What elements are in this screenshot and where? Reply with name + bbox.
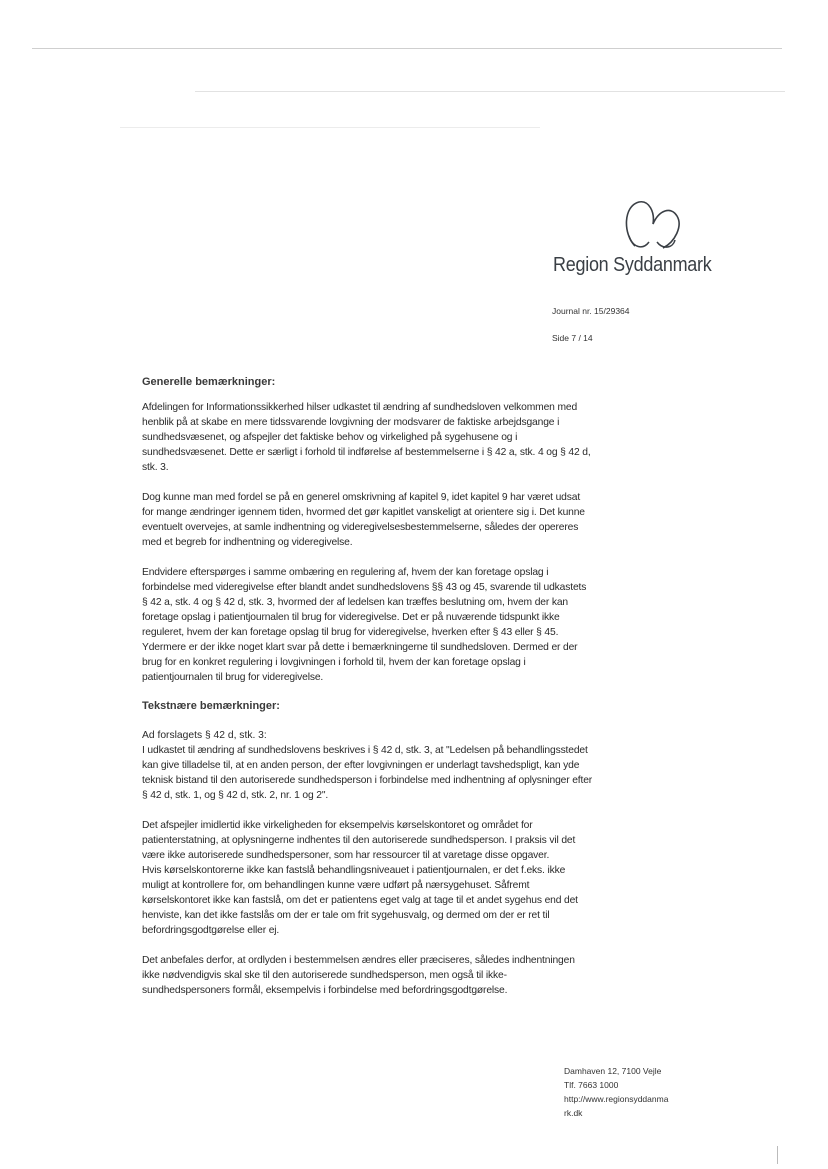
footer-address: Damhaven 12, 7100 Vejle <box>564 1066 662 1076</box>
text-line: henviste, kan det ikke fastslås om der er tale om frit sygehusvalg, og dermed om der er ret til <box>142 910 550 921</box>
scan-artifact-line <box>120 127 540 128</box>
scan-artifact-line <box>195 91 785 92</box>
text-line: for mange ændringer igennem tiden, hvormed det gør kapitlet vanskeligt at orientere sig i. Det kunne <box>142 507 585 518</box>
region-syddanmark-logo <box>553 198 713 280</box>
footer-url-continued[interactable]: rk.dk <box>564 1108 583 1118</box>
text-line: eventuelt overvejes, at samle indhentning og videregivelsesbestemmelserne, således der opereres <box>142 522 579 533</box>
text-line: sundhedsvæsenet. Dette er særligt i forhold til indførelse af bestemmelserne i § 42 a, stk. 4 og § 42 d, <box>142 447 591 458</box>
paragraph <box>142 818 672 938</box>
text-line: ikke nødvendigvis skal ske til den autoriserede sundhedsperson, men også til ikke- <box>142 970 507 981</box>
text-line: brug for en konkret regulering i lovgivningen i forhold til, hvem der kan foretage opslag i <box>142 657 526 668</box>
scan-artifact-line <box>32 48 782 49</box>
text-line: I udkastet til ændring af sundhedslovens beskrives i § 42 d, stk. 3, at "Ledelsen på behandlingsstedet <box>142 745 588 756</box>
paragraph <box>142 490 672 550</box>
text-line: § 42 d, stk. 1, og § 42 d, stk. 2, nr. 1 og 2". <box>142 790 329 801</box>
text-line: henblik på at skabe en mere tidssvarende lovgivning der modsvarer de faktiske arbejdsgange i <box>142 417 560 428</box>
text-line: kørselskontoret ikke kan fastslå, om det er patientens eget valg at tage til et andet sygehus end det <box>142 895 578 906</box>
text-line: Det anbefales derfor, at ordlyden i bestemmelsen ændres eller præciseres, således indhentningen <box>142 955 575 966</box>
text-line: Hvis kørselskontorerne ikke kan fastslå behandlingsniveauet i patientjournalen, er det f.eks. ikke <box>142 865 566 876</box>
text-line: sundhedspersoners formål, eksempelvis i forbindelse med befordringsgodtgørelse. <box>142 985 508 996</box>
section-heading: Tekstnære bemærkninger: <box>142 700 280 712</box>
journal-number: Journal nr. 15/29364 <box>552 306 630 316</box>
text-line: kan give tilladelse til, at en anden person, der efter lovgivningen er underlagt tavshedspligt, kan yde <box>142 760 580 771</box>
text-line: være ikke autoriserede sundhedspersoner, som har ressourcer til at varetage disse opgaver. <box>142 850 550 861</box>
text-line: Afdelingen for Informationssikkerhed hilser udkastet til ændring af sundhedsloven velkommen med <box>142 402 578 413</box>
footer-phone: Tlf. 7663 1000 <box>564 1080 619 1090</box>
subheading: Ad forslagets § 42 d, stk. 3: <box>142 730 267 741</box>
text-line: Dog kunne man med fordel se på en generel omskrivning af kapitel 9, idet kapitel 9 har været udsat <box>142 492 581 503</box>
page-number: Side 7 / 14 <box>552 333 593 343</box>
paragraph <box>142 953 672 998</box>
text-line: foretage opslag i patientjournalen til brug for videregivelse. Det er på nuværende tidspunkt ikke <box>142 612 560 623</box>
text-line: Det afspejler imidlertid ikke virkeligheden for eksempelvis kørselskontoret og området for <box>142 820 533 831</box>
text-line: § 42 a, stk. 4 og § 42 d, stk. 3, hvormed der af ledelsen kan træffes beslutning om, hvem der kan <box>142 597 568 608</box>
text-line: Ydermere er der ikke noget klart svar på dette i bemærkningerne til sundhedsloven. Dermed er der <box>142 642 578 653</box>
text-line: Endvidere efterspørges i samme ombæring en regulering af, hvem der kan foretage opslag i <box>142 567 549 578</box>
scan-edge-mark <box>777 1146 778 1164</box>
text-line: patientjournalen til brug for videregivelse. <box>142 672 324 683</box>
text-line: befordringsgodtgørelse eller ej. <box>142 925 280 936</box>
text-line: stk. 3. <box>142 462 169 473</box>
text-line: med et begreb for indhentning og videregivelse. <box>142 537 353 548</box>
footer-contact <box>564 1064 668 1120</box>
region-syddanmark-logo-icon <box>613 198 713 254</box>
paragraph <box>142 400 672 475</box>
logo-text: Region Syddanmark <box>553 254 712 276</box>
text-line: forbindelse med videregivelse efter blandt andet sundhedslovens §§ 43 og 45, svarende til udkastets <box>142 582 587 593</box>
paragraph <box>142 565 672 685</box>
letter-body <box>142 376 672 1013</box>
text-line: muligt at kontrollere for, om behandlingen kunne være udført på nærsygehuset. Såfremt <box>142 880 530 891</box>
text-line: reguleret, hvem der kan foretage opslag til brug for videregivelse, hverken efter § 43 eller § 45. <box>142 627 559 638</box>
paragraph <box>142 743 672 803</box>
text-line: sundhedsvæsenet, og afspejler det faktiske behov og virkelighed på sygehusene og i <box>142 432 518 443</box>
footer-url[interactable]: http://www.regionsyddanma <box>564 1094 669 1104</box>
text-line: patienterstatning, at oplysningerne indhentes til den autoriserede sundhedsperson. I praksis vil det <box>142 835 576 846</box>
section-heading: Generelle bemærkninger: <box>142 376 276 388</box>
text-line: teknisk bistand til den autoriserede sundhedsperson i forbindelse med indhentning af oplysninger efter <box>142 775 593 786</box>
